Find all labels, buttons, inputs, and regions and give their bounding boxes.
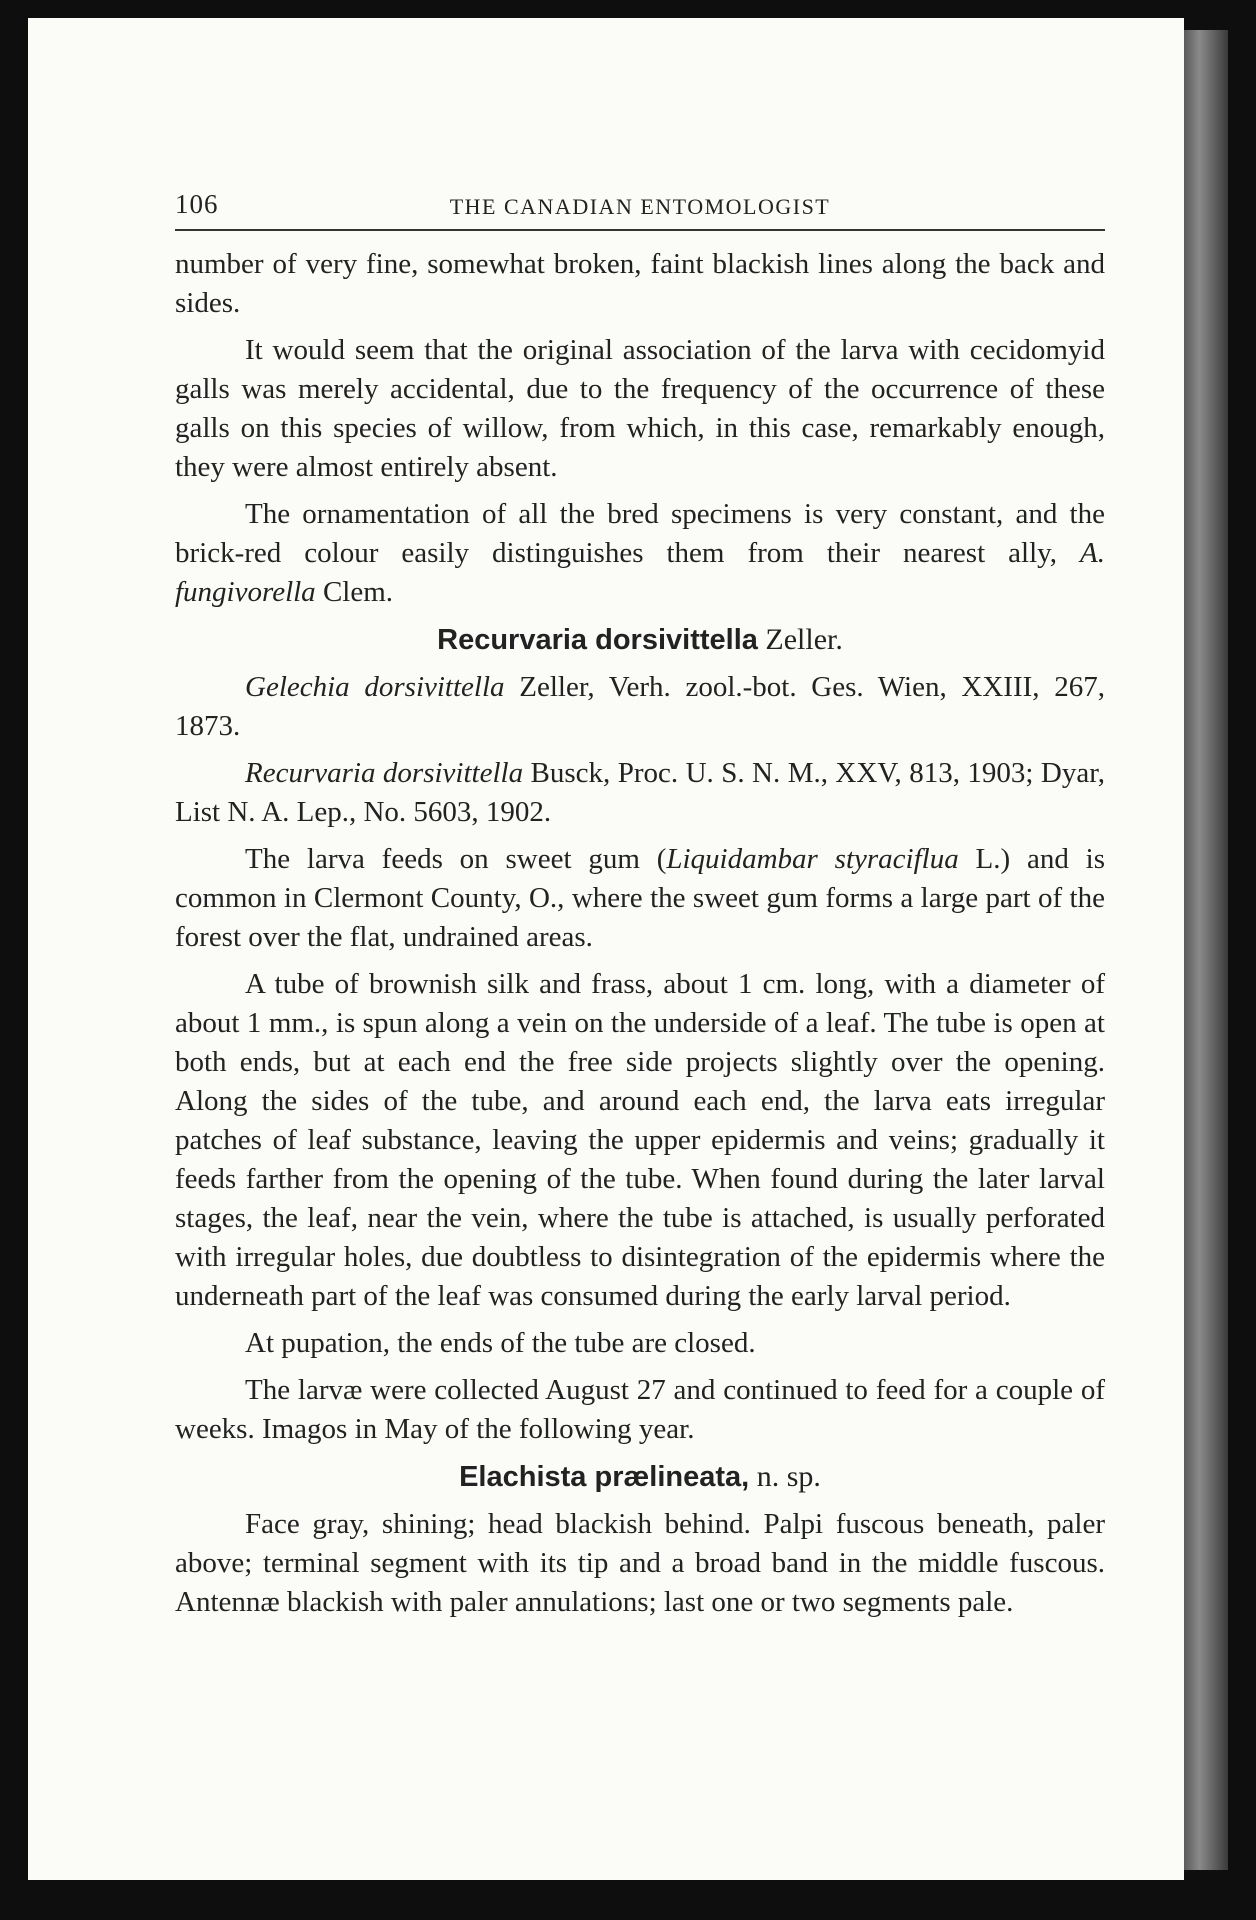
paragraph-3-text: The ornamentation of all the bred specimens is very constant, and the brick-red colour easily distinguishes them from their nearest ally, [175, 498, 1105, 569]
paragraph-4-text-a: The larva feeds on sweet gum ( [245, 843, 667, 875]
synonym-1-name: Gelechia dorsivittella [245, 671, 505, 703]
text-block [175, 185, 1105, 1630]
header-rule [175, 229, 1105, 231]
synonym-2 [175, 754, 1105, 832]
section-heading-recurvaria-author: Zeller. [757, 623, 843, 656]
page-edge [1184, 30, 1228, 1870]
host-plant-name: Liquidambar styraciflua [666, 843, 959, 875]
synonym-1 [175, 668, 1105, 746]
paragraph-8: Face gray, shining; head blackish behind. Palpi fuscous beneath, paler above; terminal segment with its tip and a broad band in the middle fuscous. Antennæ blackish with paler annulations; last one or two segments pale. [175, 1508, 1105, 1618]
species-ref-fungivorella: A. fungivorella [175, 537, 1105, 608]
synonym-2-citation: Busck, Proc. U. S. N. M., XXV, 813, 1903; Dyar, List N. A. Lep., No. 5603, 1902. [175, 757, 1105, 828]
section-heading-elachista-name: Elachista prælineata, [459, 1461, 750, 1493]
paragraph-1: number of very fine, somewhat broken, faint blackish lines along the back and sides. [175, 248, 1105, 319]
section-heading-elachista-author: n. sp. [749, 1460, 821, 1493]
paragraph-4-text-b: L.) and is common in Clermont County, O., where the sweet gum forms a large part of the forest over the flat, undrained areas. [175, 843, 1106, 953]
synonym-2-name: Recurvaria dorsivittella [245, 757, 524, 789]
paragraph-4 [175, 840, 1105, 957]
journal-title: THE CANADIAN ENTOMOLOGIST [449, 194, 831, 219]
paragraph-3-end: Clem. [315, 576, 394, 608]
section-heading-recurvaria [175, 620, 1105, 660]
paragraph-2: It would seem that the original association of the larva with cecidomyid galls was merely accidental, due to the frequency of the occurrence of these galls on this species of willow, from which, in this case, remarkably enough, they were almost entirely absent. [175, 334, 1105, 483]
synonym-1-citation: Zeller, Verh. zool.-bot. Ges. Wien, XXIII, 267, 1873. [175, 671, 1105, 742]
section-heading-elachista [175, 1457, 1105, 1497]
section-heading-recurvaria-name: Recurvaria dorsivittella [437, 624, 758, 656]
paragraph-3 [175, 495, 1105, 612]
paragraph-7: The larvæ were collected August 27 and continued to feed for a couple of weeks. Imagos in May of the following year. [175, 1374, 1105, 1445]
paragraph-6: At pupation, the ends of the tube are closed. [245, 1327, 756, 1359]
paragraph-5: A tube of brownish silk and frass, about 1 cm. long, with a diameter of about 1 mm., is spun along a vein on the underside of a leaf. The tube is open at both ends, but at each end the free side projects slightly over the opening. Along the sides of the tube, and around each end, the larva eats irregular patches of leaf substance, leaving the upper epidermis and veins; gradually it feeds farther from the opening of the tube. When found during the later larval stages, the leaf, near the vein, where the tube is attached, is usually perforated with irregular holes, due doubtless to disintegration of the epidermis where the underneath part of the leaf was consumed during the early larval period. [175, 968, 1105, 1312]
running-head [175, 185, 1105, 225]
page-number: 106 [175, 189, 219, 219]
